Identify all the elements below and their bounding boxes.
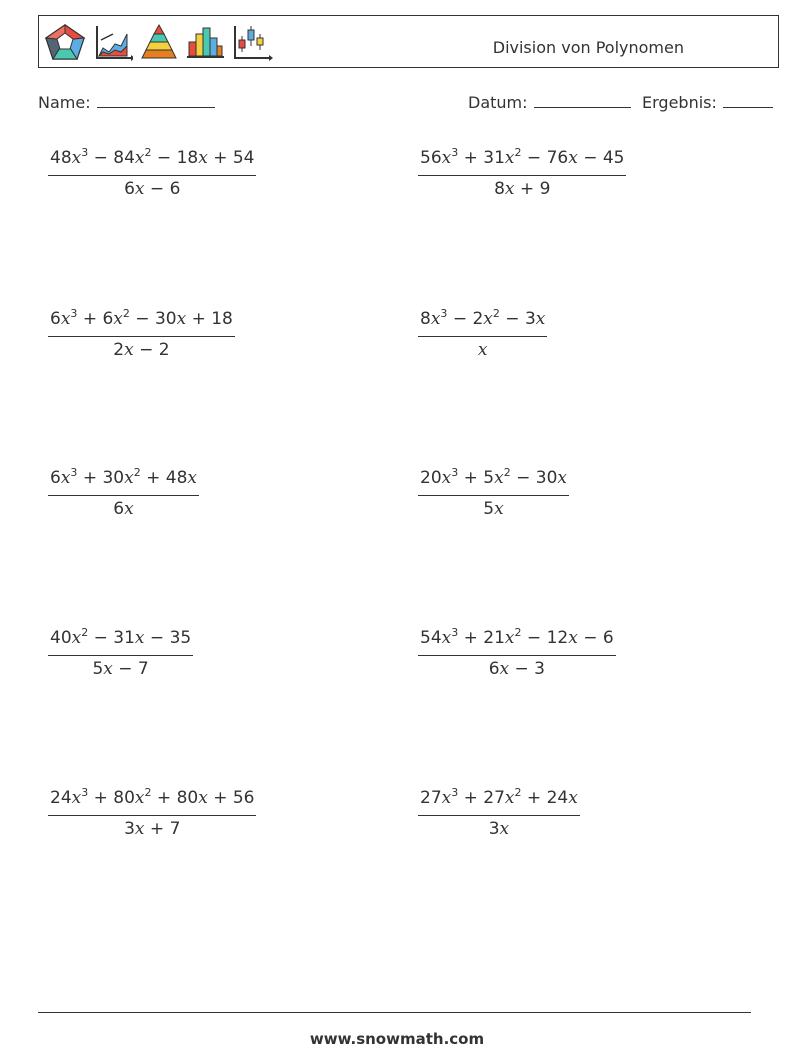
denominator: x <box>477 340 488 360</box>
numerator: $8x^3 - 2x^2 - 3x$ <box>418 309 547 337</box>
problem-8 <box>418 628 616 679</box>
denominator: 5x − 7 <box>92 659 149 679</box>
problem-7 <box>48 628 193 679</box>
problem-6 <box>418 468 569 519</box>
denominator: 3x + 7 <box>124 819 181 839</box>
denominator: 3x <box>488 819 510 839</box>
header-box <box>38 15 779 68</box>
pyramid-chart-icon <box>139 22 179 62</box>
candlestick-chart-icon <box>231 22 273 62</box>
date-line[interactable] <box>534 94 631 108</box>
pentagon-chart-icon <box>43 22 87 62</box>
name-field <box>38 93 215 112</box>
denominator: 5x <box>483 499 504 519</box>
result-label: Ergebnis: <box>642 93 717 112</box>
problem-4 <box>418 309 547 360</box>
footer-url[interactable]: www.snowmath.com <box>309 1030 485 1048</box>
result-field <box>642 93 773 112</box>
numerator: $24x^3 + 80x^2 + 80x + 56$ <box>48 788 256 816</box>
result-line[interactable] <box>723 94 773 108</box>
denominator: 6x <box>113 499 134 519</box>
denominator: 6x − 3 <box>488 659 545 679</box>
logo-strip <box>43 20 273 64</box>
name-line[interactable] <box>97 94 215 108</box>
numerator: $54x^3 + 21x^2 - 12x - 6$ <box>418 628 616 656</box>
name-label: Name: <box>38 93 91 112</box>
denominator: 2x − 2 <box>113 340 170 360</box>
problem-2 <box>418 148 626 199</box>
date-label: Datum: <box>468 93 528 112</box>
problem-5 <box>48 468 199 519</box>
worksheet-title: Division von Polynomen <box>492 38 684 57</box>
numerator: $56x^3 + 31x^2 - 76x - 45$ <box>418 148 626 176</box>
numerator: $48x^3 - 84x^2 - 18x + 54$ <box>48 148 256 176</box>
area-chart-icon <box>93 22 133 62</box>
denominator: 8x + 9 <box>494 179 551 199</box>
denominator: 6x − 6 <box>124 179 181 199</box>
footer-rule <box>38 1012 751 1013</box>
problem-3 <box>48 309 235 360</box>
bar-chart-icon <box>185 22 225 62</box>
numerator: $20x^3 + 5x^2 - 30x$ <box>418 468 569 496</box>
numerator: $6x^3 + 30x^2 + 48x$ <box>48 468 199 496</box>
problem-10 <box>418 788 580 839</box>
numerator: $27x^3 + 27x^2 + 24x$ <box>418 788 580 816</box>
numerator: $6x^3 + 6x^2 - 30x + 18$ <box>48 309 235 337</box>
numerator: $40x^2 - 31x - 35$ <box>48 628 193 656</box>
problem-9 <box>48 788 256 839</box>
problem-1 <box>48 148 256 199</box>
date-field <box>468 93 631 112</box>
